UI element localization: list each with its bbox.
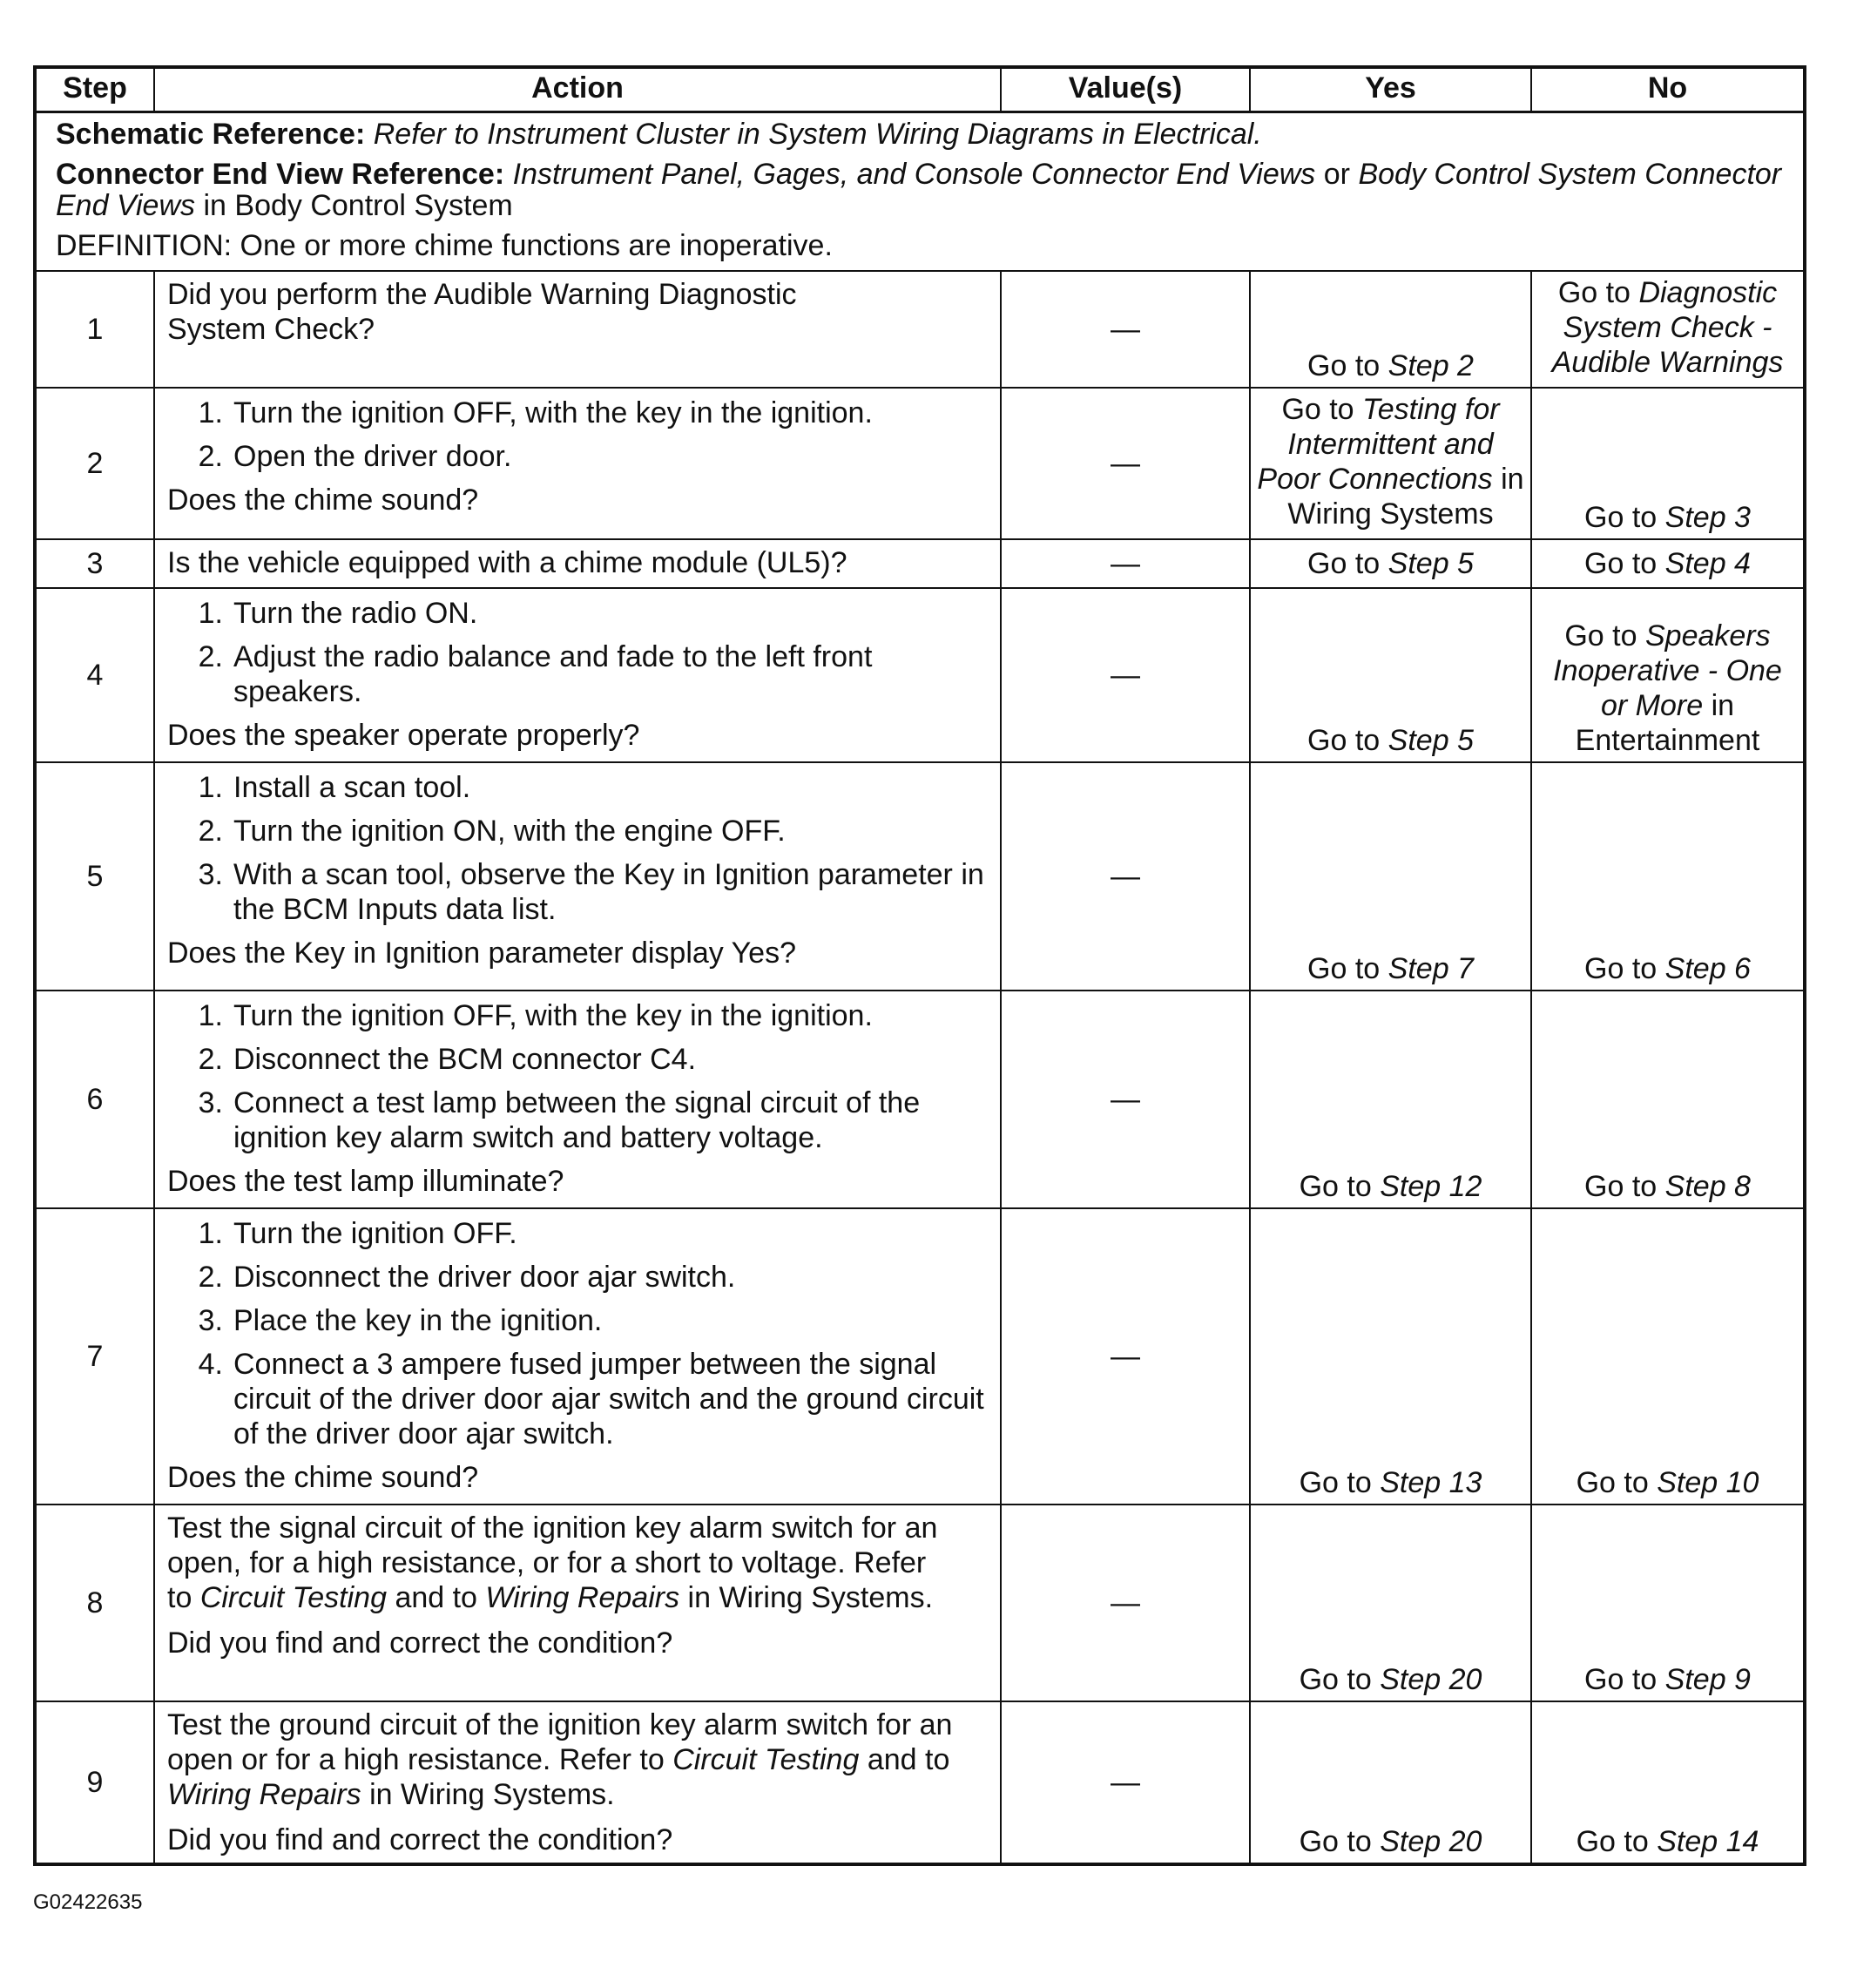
table-row bbox=[35, 1208, 1805, 1505]
wiring-repairs-link: Wiring Repairs bbox=[167, 1778, 361, 1811]
table-row bbox=[35, 271, 1805, 388]
no-step-link: Diagnostic System Check - Audible Warnings bbox=[1551, 276, 1784, 379]
action-text: Is the vehicle equipped with a chime module (UL5)? bbox=[167, 546, 847, 579]
action-text: Test the signal circuit of the ignition key alarm switch for an open, for a high resistance, or for a short to voltage. Refer to Circuit Testing and to Wiring Repairs in Wiring Systems. bbox=[167, 1511, 938, 1614]
value-cell: — bbox=[1001, 1701, 1250, 1864]
action-step: 1. Turn the ignition OFF. bbox=[198, 1217, 517, 1250]
no-cell bbox=[1531, 1701, 1805, 1864]
column-header-step: Step bbox=[35, 67, 154, 112]
action-step: 1. Turn the radio ON. bbox=[198, 597, 478, 630]
yes-cell bbox=[1250, 271, 1531, 388]
action-question: Does the test lamp illuminate? bbox=[167, 1165, 564, 1198]
yes-tail: Wiring Systems bbox=[1287, 497, 1494, 531]
goto-text: Go to bbox=[1307, 724, 1381, 757]
goto-text: Go to bbox=[1299, 1825, 1372, 1858]
action-step: 1. Turn the ignition OFF, with the key in the ignition. bbox=[198, 396, 873, 429]
no-cell bbox=[1531, 539, 1805, 588]
goto-text: Go to bbox=[1307, 547, 1381, 580]
yes-cell bbox=[1250, 1505, 1531, 1701]
goto-text: Go to bbox=[1557, 276, 1631, 309]
no-step-link: Step 10 bbox=[1657, 1466, 1759, 1499]
action-cell bbox=[154, 539, 1001, 588]
table-row bbox=[35, 991, 1805, 1208]
no-cell bbox=[1531, 388, 1805, 539]
action-step: 2. Adjust the radio balance and fade to the left front speakers. bbox=[198, 640, 873, 708]
action-question: Does the Key in Ignition parameter display Yes? bbox=[167, 937, 797, 970]
goto-text: Go to bbox=[1584, 1170, 1658, 1203]
value-cell: — bbox=[1001, 588, 1250, 762]
no-cell bbox=[1531, 271, 1805, 388]
yes-step-link: Step 5 bbox=[1388, 547, 1474, 580]
no-step-link: Step 3 bbox=[1664, 501, 1751, 534]
connector-reference-tail: in Body Control System bbox=[203, 189, 513, 222]
goto-text: Go to bbox=[1299, 1170, 1372, 1203]
action-cell bbox=[154, 762, 1001, 991]
value-cell: — bbox=[1001, 539, 1250, 588]
goto-text: Go to bbox=[1584, 952, 1658, 985]
value-cell: — bbox=[1001, 388, 1250, 539]
table-row bbox=[35, 539, 1805, 588]
circuit-testing-link: Circuit Testing bbox=[199, 1581, 387, 1614]
action-steps bbox=[167, 998, 988, 1155]
step-number: 9 bbox=[35, 1701, 154, 1864]
action-question: Did you find and correct the condition? bbox=[167, 1626, 673, 1660]
step-number: 2 bbox=[35, 388, 154, 539]
yes-cell bbox=[1250, 1208, 1531, 1505]
no-step-link: Step 9 bbox=[1664, 1663, 1751, 1696]
value-cell: — bbox=[1001, 1505, 1250, 1701]
action-step: 1. Install a scan tool. bbox=[198, 771, 471, 804]
action-text: Did you perform the Audible Warning Diagnostic System Check? bbox=[167, 278, 797, 346]
no-step-link: Step 6 bbox=[1664, 952, 1751, 985]
in-text: in bbox=[1501, 463, 1524, 496]
schematic-reference-text: Refer to Instrument Cluster in System Wiring Diagrams in Electrical. bbox=[373, 118, 1262, 151]
no-cell bbox=[1531, 1208, 1805, 1505]
action-step: 3. Connect a test lamp between the signal circuit of the ignition key alarm switch and battery voltage. bbox=[198, 1086, 921, 1154]
yes-cell bbox=[1250, 762, 1531, 991]
yes-step-link: Step 7 bbox=[1388, 952, 1474, 985]
no-step-link: Speakers Inoperative - One or More bbox=[1553, 619, 1782, 722]
no-cell bbox=[1531, 1505, 1805, 1701]
in-text: in bbox=[1711, 689, 1735, 722]
column-header-no: No bbox=[1531, 67, 1805, 112]
goto-text: Go to bbox=[1281, 393, 1354, 426]
yes-step-link: Step 12 bbox=[1380, 1170, 1482, 1203]
yes-cell bbox=[1250, 1701, 1531, 1864]
column-header-yes: Yes bbox=[1250, 67, 1531, 112]
action-question: Does the chime sound? bbox=[167, 1461, 479, 1494]
no-step-link: Step 14 bbox=[1657, 1825, 1759, 1858]
header-row bbox=[35, 67, 1805, 112]
table-row bbox=[35, 588, 1805, 762]
schematic-reference bbox=[56, 118, 1784, 150]
yes-step-link: Testing for Intermittent and Poor Connections bbox=[1257, 393, 1500, 496]
wiring-repairs-link: Wiring Repairs bbox=[485, 1581, 680, 1614]
step-number: 8 bbox=[35, 1505, 154, 1701]
value-cell: — bbox=[1001, 271, 1250, 388]
goto-text: Go to bbox=[1299, 1663, 1372, 1696]
table-row bbox=[35, 388, 1805, 539]
value-cell: — bbox=[1001, 762, 1250, 991]
action-cell bbox=[154, 1505, 1001, 1701]
action-step: 2. Turn the ignition ON, with the engine OFF. bbox=[198, 815, 786, 848]
goto-text: Go to bbox=[1584, 501, 1658, 534]
action-cell bbox=[154, 1208, 1001, 1505]
action-steps bbox=[167, 770, 988, 927]
yes-step-link: Step 20 bbox=[1380, 1663, 1482, 1696]
action-cell bbox=[154, 388, 1001, 539]
action-text: Test the ground circuit of the ignition key alarm switch for an open or for a high resistance. Refer to Circuit Testing and to Wiring Repairs in Wiring Systems. bbox=[167, 1708, 953, 1811]
column-header-values: Value(s) bbox=[1001, 67, 1250, 112]
step-number: 1 bbox=[35, 271, 154, 388]
table-row bbox=[35, 1701, 1805, 1864]
yes-cell bbox=[1250, 388, 1531, 539]
no-step-link: Step 8 bbox=[1664, 1170, 1751, 1203]
step-number: 3 bbox=[35, 539, 154, 588]
yes-cell bbox=[1250, 539, 1531, 588]
goto-text: Go to bbox=[1584, 547, 1658, 580]
step-number: 6 bbox=[35, 991, 154, 1208]
action-step: 2. Open the driver door. bbox=[198, 440, 512, 473]
definition: DEFINITION: One or more chime functions are inoperative. bbox=[56, 229, 833, 262]
table-row bbox=[35, 1505, 1805, 1701]
yes-step-link: Step 20 bbox=[1380, 1825, 1482, 1858]
goto-text: Go to bbox=[1307, 349, 1381, 382]
action-steps bbox=[167, 596, 988, 709]
action-step: 2. Disconnect the BCM connector C4. bbox=[198, 1043, 697, 1076]
reference-row bbox=[35, 112, 1805, 272]
action-step: 1. Turn the ignition OFF, with the key in the ignition. bbox=[198, 999, 873, 1032]
connector-reference-link-1: Instrument Panel, Gages, and Console Connector End Views bbox=[512, 158, 1316, 191]
value-cell: — bbox=[1001, 991, 1250, 1208]
yes-step-link: Step 5 bbox=[1388, 724, 1474, 757]
yes-step-link: Step 2 bbox=[1388, 349, 1474, 382]
goto-text: Go to bbox=[1576, 1466, 1649, 1499]
no-step-link: Step 4 bbox=[1664, 547, 1751, 580]
step-number: 7 bbox=[35, 1208, 154, 1505]
action-step: 3. Place the key in the ignition. bbox=[198, 1304, 603, 1337]
no-cell bbox=[1531, 762, 1805, 991]
action-steps bbox=[167, 396, 988, 474]
connector-reference bbox=[56, 159, 1784, 221]
yes-cell bbox=[1250, 991, 1531, 1208]
action-question: Did you find and correct the condition? bbox=[167, 1823, 673, 1856]
goto-text: Go to bbox=[1564, 619, 1637, 653]
action-question: Does the speaker operate properly? bbox=[167, 719, 640, 752]
action-step: 3. With a scan tool, observe the Key in Ignition parameter in the BCM Inputs data list. bbox=[198, 858, 984, 926]
action-steps bbox=[167, 1216, 988, 1451]
action-cell bbox=[154, 991, 1001, 1208]
diagnostic-table bbox=[33, 65, 1806, 1866]
action-question: Does the chime sound? bbox=[167, 483, 479, 517]
no-tail: Entertainment bbox=[1575, 724, 1760, 757]
no-cell bbox=[1531, 588, 1805, 762]
table-row bbox=[35, 762, 1805, 991]
action-step: 4. Connect a 3 ampere fused jumper between the signal circuit of the driver door ajar switch and the ground circuit of the driver door ajar switch. bbox=[198, 1348, 984, 1450]
goto-text: Go to bbox=[1576, 1825, 1649, 1858]
goto-text: Go to bbox=[1299, 1466, 1372, 1499]
no-cell bbox=[1531, 991, 1805, 1208]
value-cell: — bbox=[1001, 1208, 1250, 1505]
circuit-testing-link: Circuit Testing bbox=[672, 1743, 860, 1776]
reference-cell bbox=[35, 112, 1805, 272]
connector-reference-link-2: Body Control System Connector End Views bbox=[56, 158, 1782, 222]
action-step: 2. Disconnect the driver door ajar switch. bbox=[198, 1261, 736, 1294]
action-cell bbox=[154, 588, 1001, 762]
action-cell bbox=[154, 1701, 1001, 1864]
step-number: 4 bbox=[35, 588, 154, 762]
yes-cell bbox=[1250, 588, 1531, 762]
goto-text: Go to bbox=[1307, 952, 1381, 985]
action-cell bbox=[154, 271, 1001, 388]
goto-text: Go to bbox=[1584, 1663, 1658, 1696]
schematic-reference-label: Schematic Reference: bbox=[56, 118, 366, 151]
figure-id: G02422635 bbox=[33, 1890, 143, 1914]
connector-reference-label: Connector End View Reference: bbox=[56, 158, 505, 191]
connector-reference-or: or bbox=[1323, 158, 1350, 191]
step-number: 5 bbox=[35, 762, 154, 991]
yes-step-link: Step 13 bbox=[1380, 1466, 1482, 1499]
column-header-action: Action bbox=[154, 67, 1001, 112]
